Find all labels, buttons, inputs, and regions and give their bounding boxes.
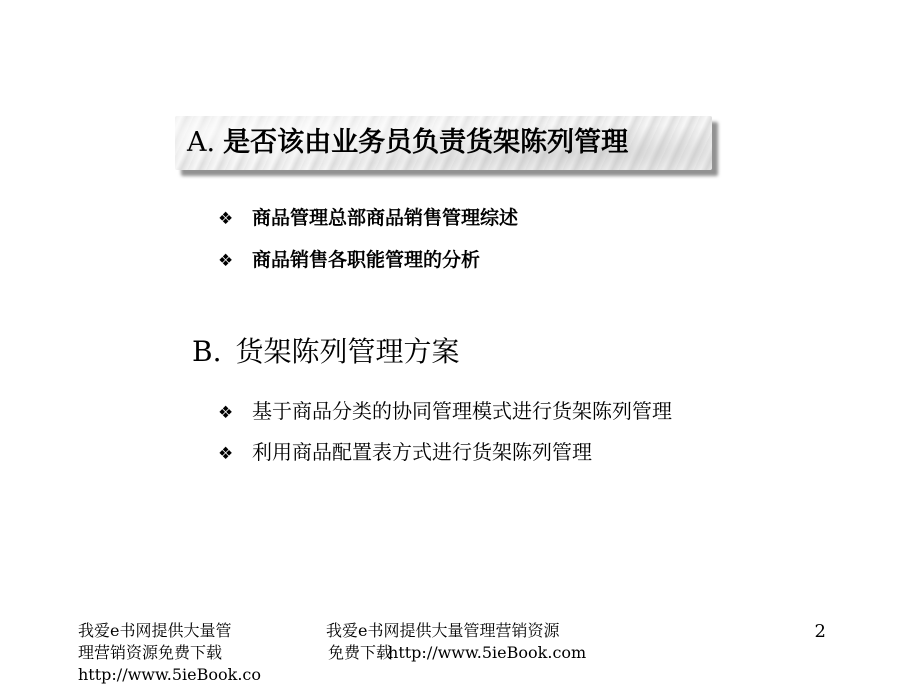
page-number: 2 bbox=[814, 621, 826, 642]
footer-left-line: 我爱e书网提供大量管 bbox=[78, 621, 232, 640]
section-a-header-box bbox=[175, 116, 712, 170]
diamond-bullet-icon: ❖ bbox=[218, 403, 234, 423]
section-b-heading bbox=[192, 332, 460, 372]
section-a-letter: A. bbox=[187, 127, 216, 158]
section-b-letter: B. bbox=[192, 335, 222, 368]
section-b-item bbox=[218, 438, 672, 479]
footer-url: http://www.5ieBook.com bbox=[388, 643, 587, 662]
diamond-bullet-icon: ❖ bbox=[218, 251, 234, 271]
diamond-bullet-icon: ❖ bbox=[218, 209, 234, 229]
section-a-title: 是否该由业务员负责货架陈列管理 bbox=[223, 127, 629, 158]
footer-middle-line bbox=[326, 642, 596, 664]
section-b-list bbox=[218, 397, 672, 479]
section-b-item-label: 基于商品分类的协同管理模式进行货架陈列管理 bbox=[252, 399, 672, 423]
section-a-heading bbox=[187, 124, 628, 162]
section-a-item bbox=[218, 246, 518, 288]
footer-left-text bbox=[78, 620, 262, 686]
section-a-item bbox=[218, 204, 518, 246]
footer-middle-line: 我爱e书网提供大量管理营销资源 bbox=[326, 621, 560, 640]
footer-left-line: 理营销资源免费下载 bbox=[78, 643, 223, 662]
section-a-item-label: 商品销售各职能管理的分析 bbox=[252, 249, 481, 271]
footer-download-text: 免费下载 bbox=[328, 643, 393, 662]
diamond-bullet-icon: ❖ bbox=[218, 444, 234, 464]
section-a-item-label: 商品管理总部商品销售管理综述 bbox=[252, 207, 519, 229]
footer-middle-text bbox=[326, 620, 596, 664]
section-b-title: 货架陈列管理方案 bbox=[235, 335, 460, 368]
footer-left-line: http://www.5ieBook.co bbox=[78, 665, 262, 684]
section-a-list bbox=[218, 204, 518, 288]
section-b-item bbox=[218, 397, 672, 438]
section-b-item-label: 利用商品配置表方式进行货架陈列管理 bbox=[252, 440, 592, 464]
